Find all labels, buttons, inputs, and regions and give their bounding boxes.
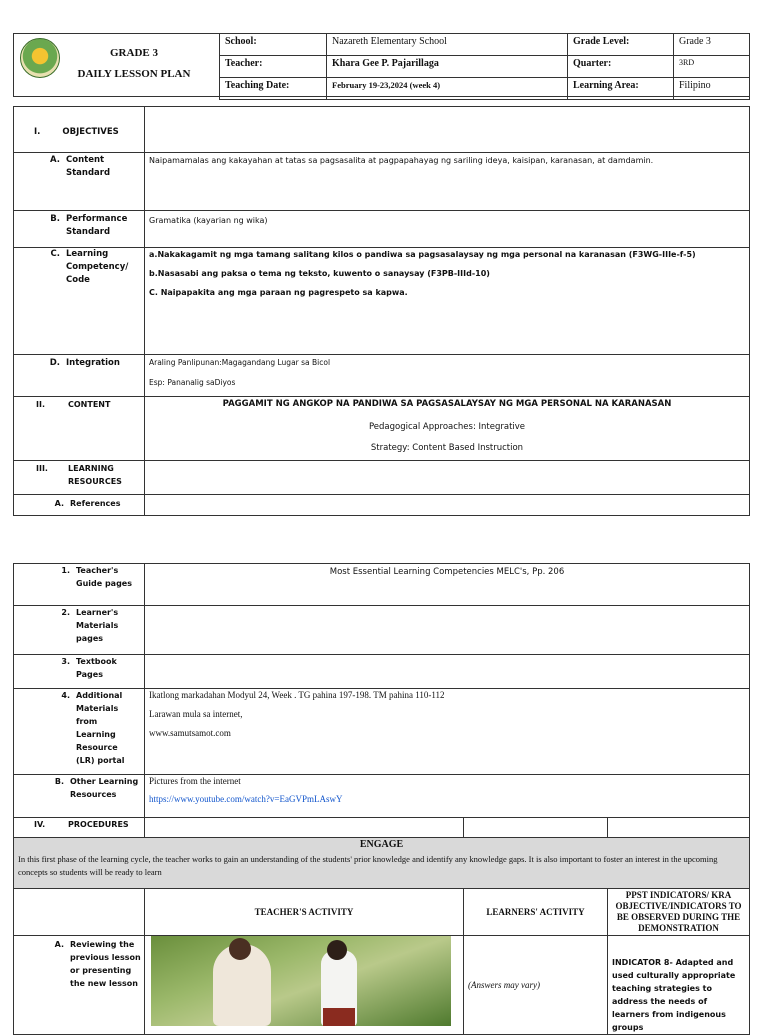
review-label: Reviewing the previous lesson or presenting the new lesson bbox=[70, 940, 141, 988]
engage-section bbox=[14, 838, 750, 889]
grade-level-label: Grade Level: bbox=[568, 34, 674, 56]
area-label: Learning Area: bbox=[568, 78, 674, 100]
engage-text: In this first phase of the learning cycle, the teacher works to gain an understanding of the students' prior knowledge and identify any knowledge gaps. It is also important to foster an interest in the upcoming concepts so students will be ready to learn bbox=[18, 854, 718, 877]
tg-num: 1. bbox=[61, 566, 70, 575]
am-num: 4. bbox=[61, 691, 70, 700]
grade-title: GRADE 3 bbox=[110, 47, 158, 59]
date-label: Teaching Date: bbox=[220, 78, 327, 100]
col-teacher-activity: TEACHER'S ACTIVITY bbox=[145, 889, 464, 936]
lr-num: III. bbox=[36, 464, 48, 473]
perf-std-letter: B. bbox=[50, 214, 60, 224]
perf-std-value: Gramatika (kayarian ng wika) bbox=[145, 211, 750, 248]
teacher-label: Teacher: bbox=[220, 56, 327, 78]
tb-num: 3. bbox=[61, 657, 70, 666]
date-value: February 19-23,2024 (week 4) bbox=[327, 78, 568, 100]
olr-value-1: Pictures from the internet bbox=[149, 776, 241, 786]
perf-std-label: Performance Standard bbox=[66, 214, 128, 237]
integ-label: Integration bbox=[66, 358, 120, 368]
col-learners-activity: LEARNERS' ACTIVITY bbox=[464, 889, 608, 936]
ref-letter: A. bbox=[54, 499, 64, 508]
header-info-table bbox=[219, 33, 750, 100]
plan-title: DAILY LESSON PLAN bbox=[77, 68, 191, 80]
olr-label: Other Learning Resources bbox=[70, 777, 139, 799]
competency-c: C. Naipapakita ang mga paraan ng pagrespeto sa kapwa. bbox=[149, 288, 408, 297]
school-value: Nazareth Elementary School bbox=[327, 34, 568, 56]
tg-value: Most Essential Learning Competencies MELC's, Pp. 206 bbox=[145, 564, 750, 606]
content-num: II. bbox=[36, 400, 45, 409]
integration-ap: Araling Panlipunan:Magagandang Lugar sa Bicol bbox=[149, 358, 331, 367]
content-std-value: Naipamamalas ang kakayahan at tatas sa pagsasalita at pagpapahayag ng sariling ideya, kaisipan, karanasan, at damdamin. bbox=[145, 153, 750, 211]
competency-b: b.Nasasabi ang paksa o tema ng teksto, kuwento o sanaysay (F3PB-IIId-10) bbox=[149, 269, 490, 278]
quarter-value: 3RD bbox=[674, 56, 750, 78]
content-std-letter: A. bbox=[50, 155, 60, 165]
area-value: Filipino bbox=[674, 78, 750, 100]
competency-a: a.Nakakagamit ng mga tamang salitang kilos o pandiwa sa pagsasalaysay ng mga personal na karanasan (F3WG-IIIe-f-5) bbox=[149, 250, 696, 259]
engage-title: ENGAGE bbox=[359, 839, 404, 850]
indicator-8: INDICATOR 8- Adapted and used culturally appropriate teaching strategies to address the needs of learners from indigenous groups bbox=[608, 936, 750, 1035]
ref-label: References bbox=[70, 499, 121, 508]
lesson-photo bbox=[151, 936, 451, 1026]
am-value-2: Larawan mula sa internet, bbox=[149, 709, 243, 719]
integration-esp: Esp: Pananalig saDiyos bbox=[149, 378, 236, 387]
answers-vary: (Answers may vary) bbox=[464, 936, 608, 1035]
review-letter: A. bbox=[54, 940, 64, 949]
lm-label: Learner's Materials pages bbox=[76, 608, 119, 643]
objectives-table bbox=[13, 106, 750, 516]
lr-label: LEARNING RESOURCES bbox=[68, 464, 122, 486]
content-title: PAGGAMIT NG ANGKOP NA PANDIWA SA PAGSASALAYSAY NG MGA PERSONAL NA KARANASAN bbox=[222, 399, 672, 409]
content-strategy: Strategy: Content Based Instruction bbox=[370, 443, 524, 453]
objectives-label: OBJECTIVES bbox=[62, 126, 119, 137]
comp-label: Learning Competency/ Code bbox=[66, 249, 129, 285]
content-label: CONTENT bbox=[68, 400, 111, 409]
grade-level-value: Grade 3 bbox=[674, 34, 750, 56]
proc-num: IV. bbox=[34, 820, 46, 829]
objectives-num: I. bbox=[34, 126, 41, 137]
resources-table bbox=[13, 563, 750, 1035]
youtube-link[interactable]: https://www.youtube.com/watch?v=EaGVPmLAswY bbox=[149, 794, 343, 804]
lm-num: 2. bbox=[61, 608, 70, 617]
comp-letter: C. bbox=[50, 249, 60, 259]
content-std-label: Content Standard bbox=[66, 155, 111, 178]
tg-label: Teacher's Guide pages bbox=[76, 566, 132, 588]
quarter-label: Quarter: bbox=[568, 56, 674, 78]
integ-letter: D. bbox=[49, 358, 60, 368]
teacher-value: Khara Gee P. Pajarillaga bbox=[327, 56, 568, 78]
am-value-3: www.samutsamot.com bbox=[149, 728, 231, 738]
col-ppst: PPST INDICATORS/ KRA OBJECTIVE/INDICATORS TO BE OBSERVED DURING THE DEMONSTRATION bbox=[608, 889, 750, 936]
tb-label: Textbook Pages bbox=[76, 657, 117, 679]
am-label: Additional Materials from Learning Resource (LR) portal bbox=[76, 691, 125, 765]
content-approach: Pedagogical Approaches: Integrative bbox=[368, 422, 526, 432]
am-value-1: Ikatlong markadahan Modyul 24, Week . TG pahina 197-198. TM pahina 110-112 bbox=[149, 690, 445, 700]
school-label: School: bbox=[220, 34, 327, 56]
proc-label: PROCEDURES bbox=[68, 820, 129, 829]
olr-letter: B. bbox=[54, 777, 64, 786]
